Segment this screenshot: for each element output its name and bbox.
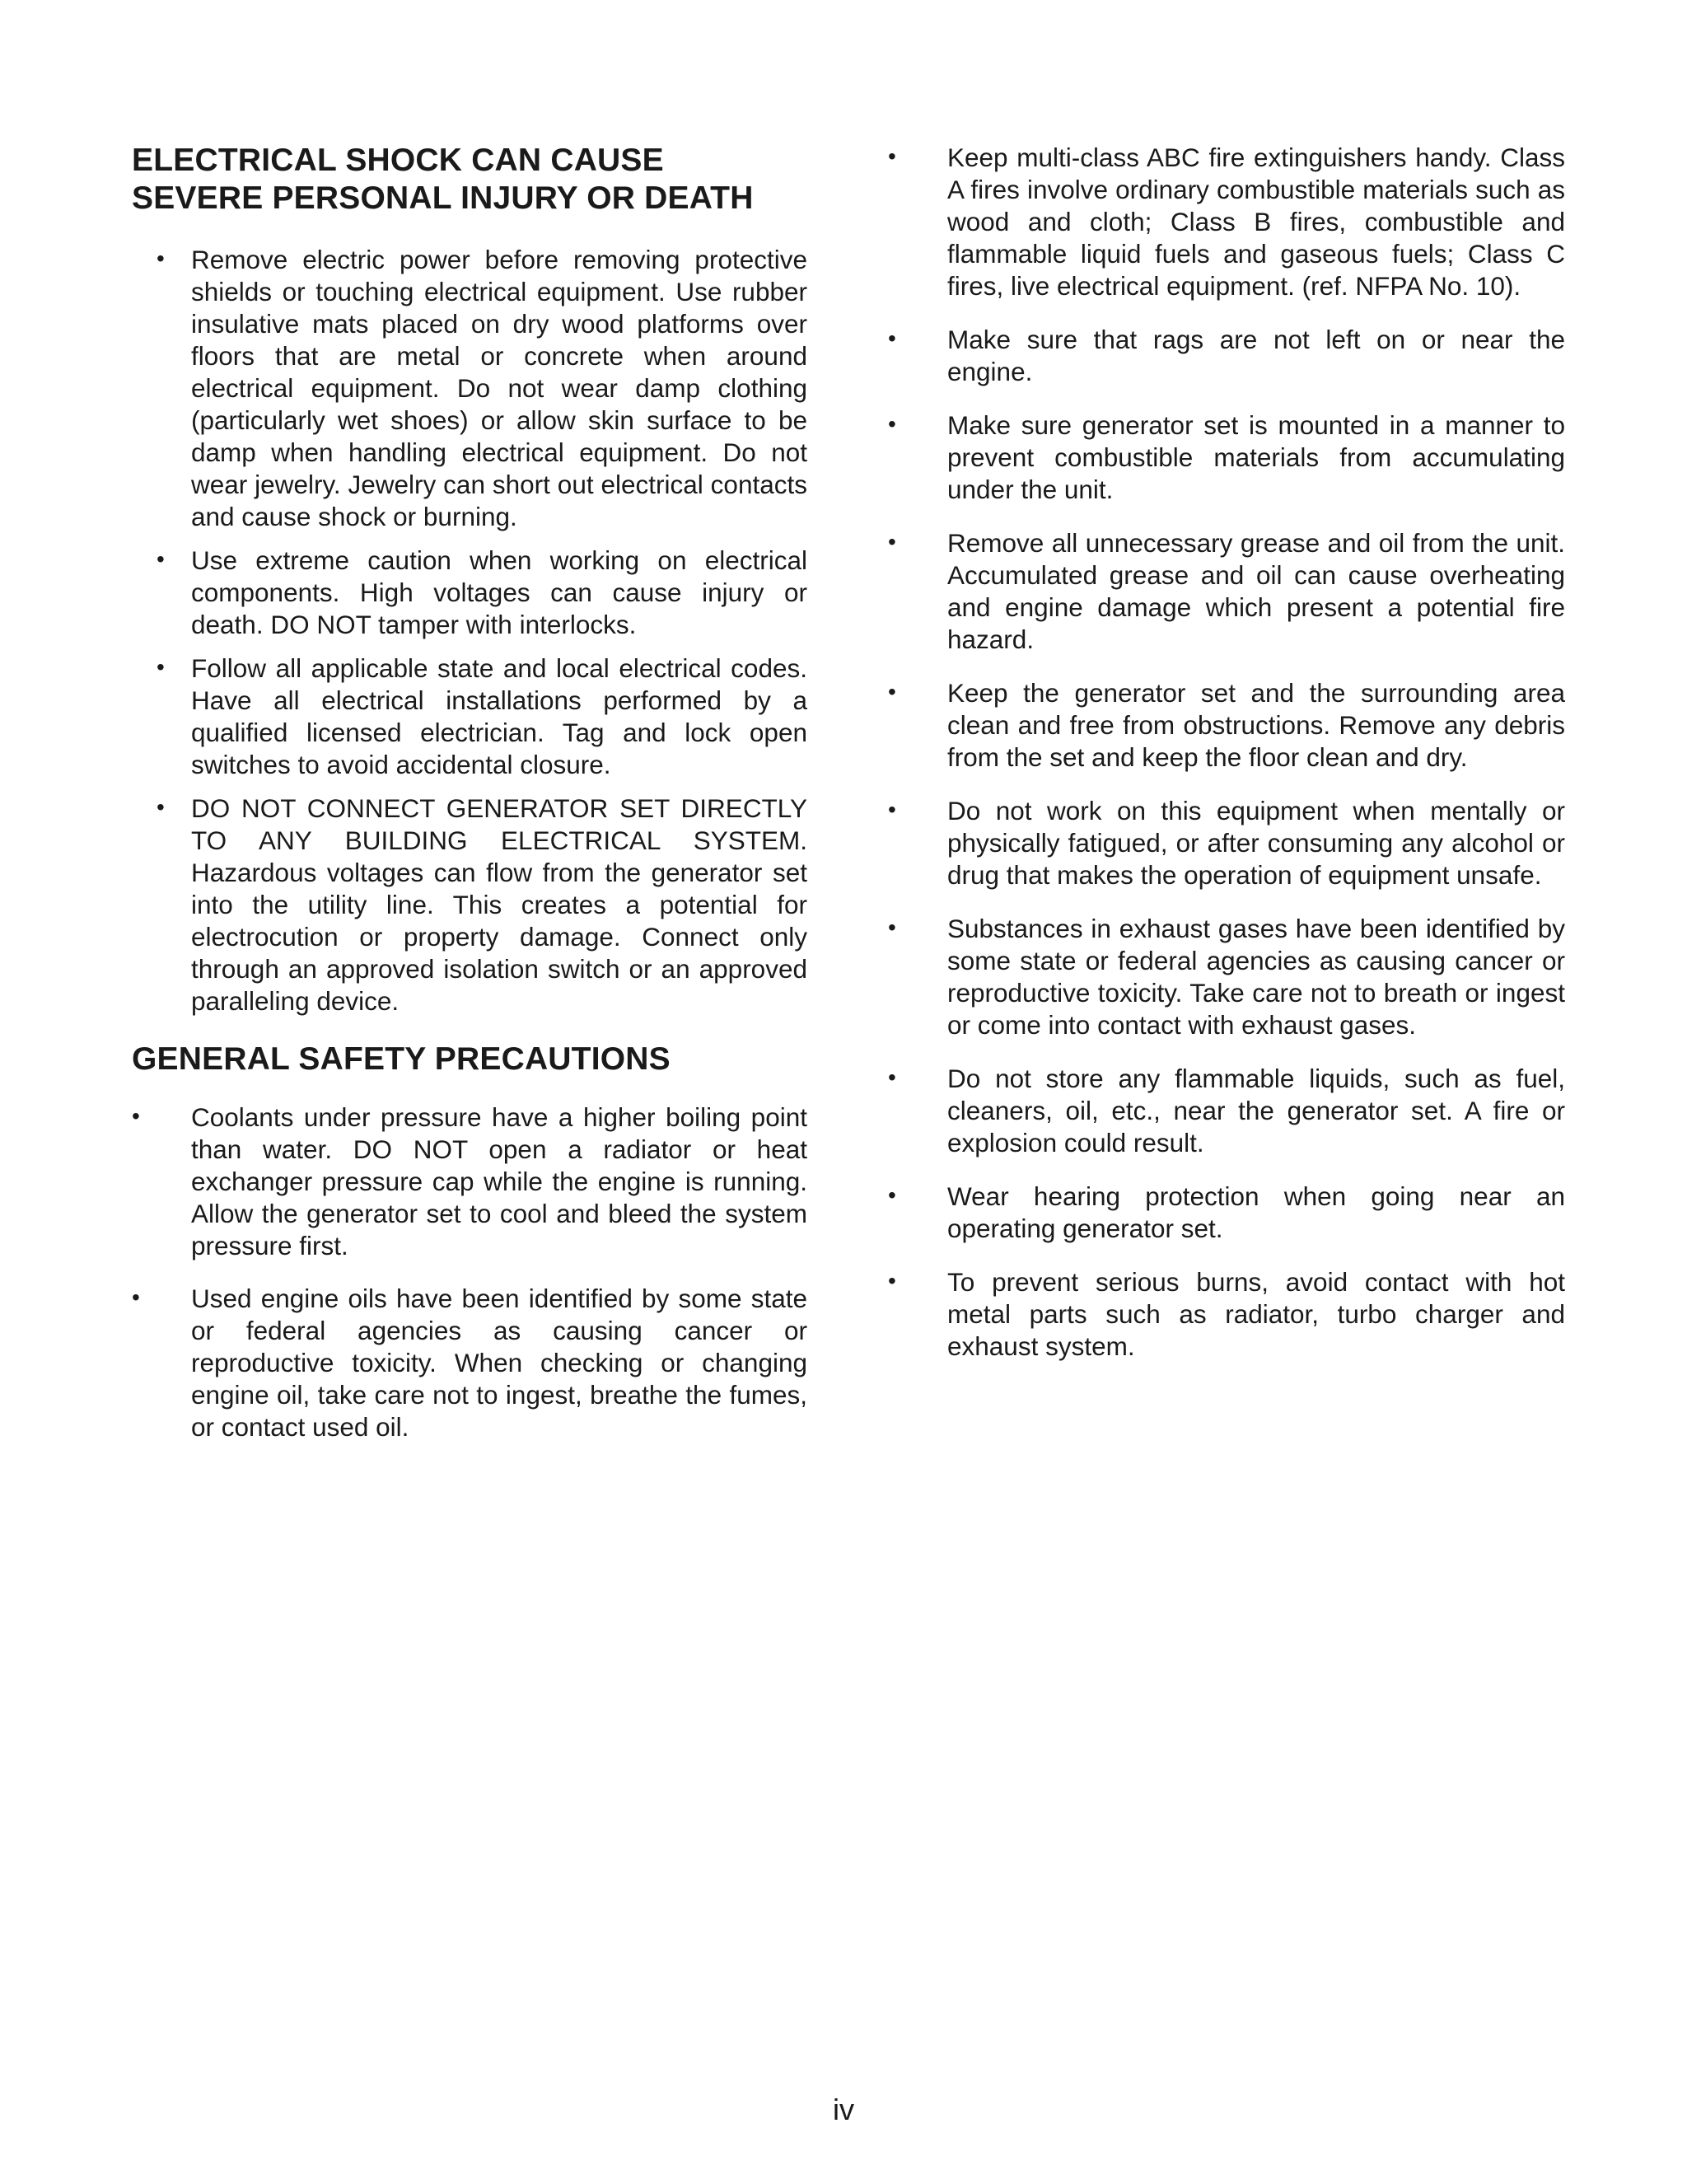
page-number: iv [833,2093,854,2126]
list-item: • Keep multi-class ABC fire extinguishers handy. Class A fires involve ordinary combustible materials such as wood and cloth; Class B fires, combustible and flammable liquid fuels and gaseous fuels; Class C fires, live electrical equipment. (ref. NFPA No. 10). [888,143,1565,301]
list-item: • Remove all unnecessary grease and oil from the unit. Accumulated grease and oil can cause overheating and engine damage which present a potential fire hazard. [888,528,1565,654]
heading-line-1: ELECTRICAL SHOCK CAN CAUSE [132,143,664,178]
bullet-icon: • [888,679,896,704]
electrical-shock-heading [132,142,807,217]
list-item: • Use extreme caution when working on electrical components. High voltages can cause injury or death. DO NOT tamper with interlocks. [157,545,807,639]
list-item: • To prevent serious burns, avoid contact with hot metal parts such as radiator, turbo charger and exhaust system. [888,1267,1565,1361]
bullet-icon: • [132,1284,140,1310]
general-list-right [880,142,1565,1363]
list-item: • Keep the generator set and the surrounding area clean and free from obstructions. Remove any debris from the set and keep the floor clean and dry. [888,678,1565,772]
list-item: • Remove electric power before removing protective shields or touching electrical equipment. Use rubber insulative mats placed on dry wood platforms over floors that are metal or concrete when around electrical equipment. Do not wear damp clothing (particularly wet shoes) or allow skin surface to be damp when handling electrical equipment. Do not wear jewelry. Jewelry can short out electrical contacts and cause shock or burning. [157,245,807,531]
bullet-icon: • [888,325,896,351]
list-item: • Follow all applicable state and local electrical codes. Have all electrical installations performed by a qualified licensed electrician. Tag and lock open switches to avoid accidental closure. [157,653,807,779]
general-list-left [132,1101,807,1443]
bullet-icon: • [888,143,896,169]
bullet-icon: • [888,529,896,554]
bullet-icon: • [888,1268,896,1293]
bullet-icon: • [132,1103,140,1129]
bullet-icon: • [888,411,896,437]
list-item: • Make sure that rags are not left on or near the engine. [888,325,1565,386]
bullet-icon: • [157,794,165,820]
right-column [880,142,1565,1384]
list-item: • Do not work on this equipment when mentally or physically fatigued, or after consuming any alcohol or drug that makes the operation of equipment unsafe. [888,796,1565,890]
list-item: • Used engine oils have been identified by some state or federal agencies as causing cancer or reproductive toxicity. When checking or changing engine oil, take care not to ingest, breathe the fumes, or contact used oil. [132,1284,807,1442]
bullet-icon: • [157,246,165,271]
bullet-icon: • [888,914,896,940]
heading-line-2: SEVERE PERSONAL INJURY OR DEATH [132,180,754,216]
bullet-icon: • [888,1182,896,1208]
electrical-list [132,244,807,1017]
list-item: • Make sure generator set is mounted in a manner to prevent combustible materials from accumulating under the unit. [888,410,1565,504]
list-item: • Do not store any flammable liquids, such as fuel, cleaners, oil, etc., near the generator set. A fire or explosion could result. [888,1064,1565,1157]
bullet-icon: • [888,1064,896,1090]
list-item: • DO NOT CONNECT GENERATOR SET DIRECTLY TO ANY BUILDING ELECTRICAL SYSTEM. Hazardous voltages can flow from the generator set into the utility line. This creates a potential for electrocution or property damage. Connect only through an approved isolation switch or an approved paralleling device. [157,793,807,1016]
list-item: • Wear hearing protection when going near an operating generator set. [888,1181,1565,1243]
bullet-icon: • [888,797,896,822]
bullet-icon: • [157,546,165,572]
bullet-icon: • [157,654,165,680]
general-safety-heading: GENERAL SAFETY PRECAUTIONS [132,1041,671,1077]
left-column [132,142,807,1464]
list-item: • Coolants under pressure have a higher boiling point than water. DO NOT open a radiator or heat exchanger pressure cap while the engine is running. Allow the generator set to cool and bleed the system pressure first. [132,1102,807,1260]
list-item: • Substances in exhaust gases have been identified by some state or federal agencies as causing cancer or reproductive toxicity. Take care not to breath or ingest or come into contact with exhaust gases. [888,914,1565,1040]
